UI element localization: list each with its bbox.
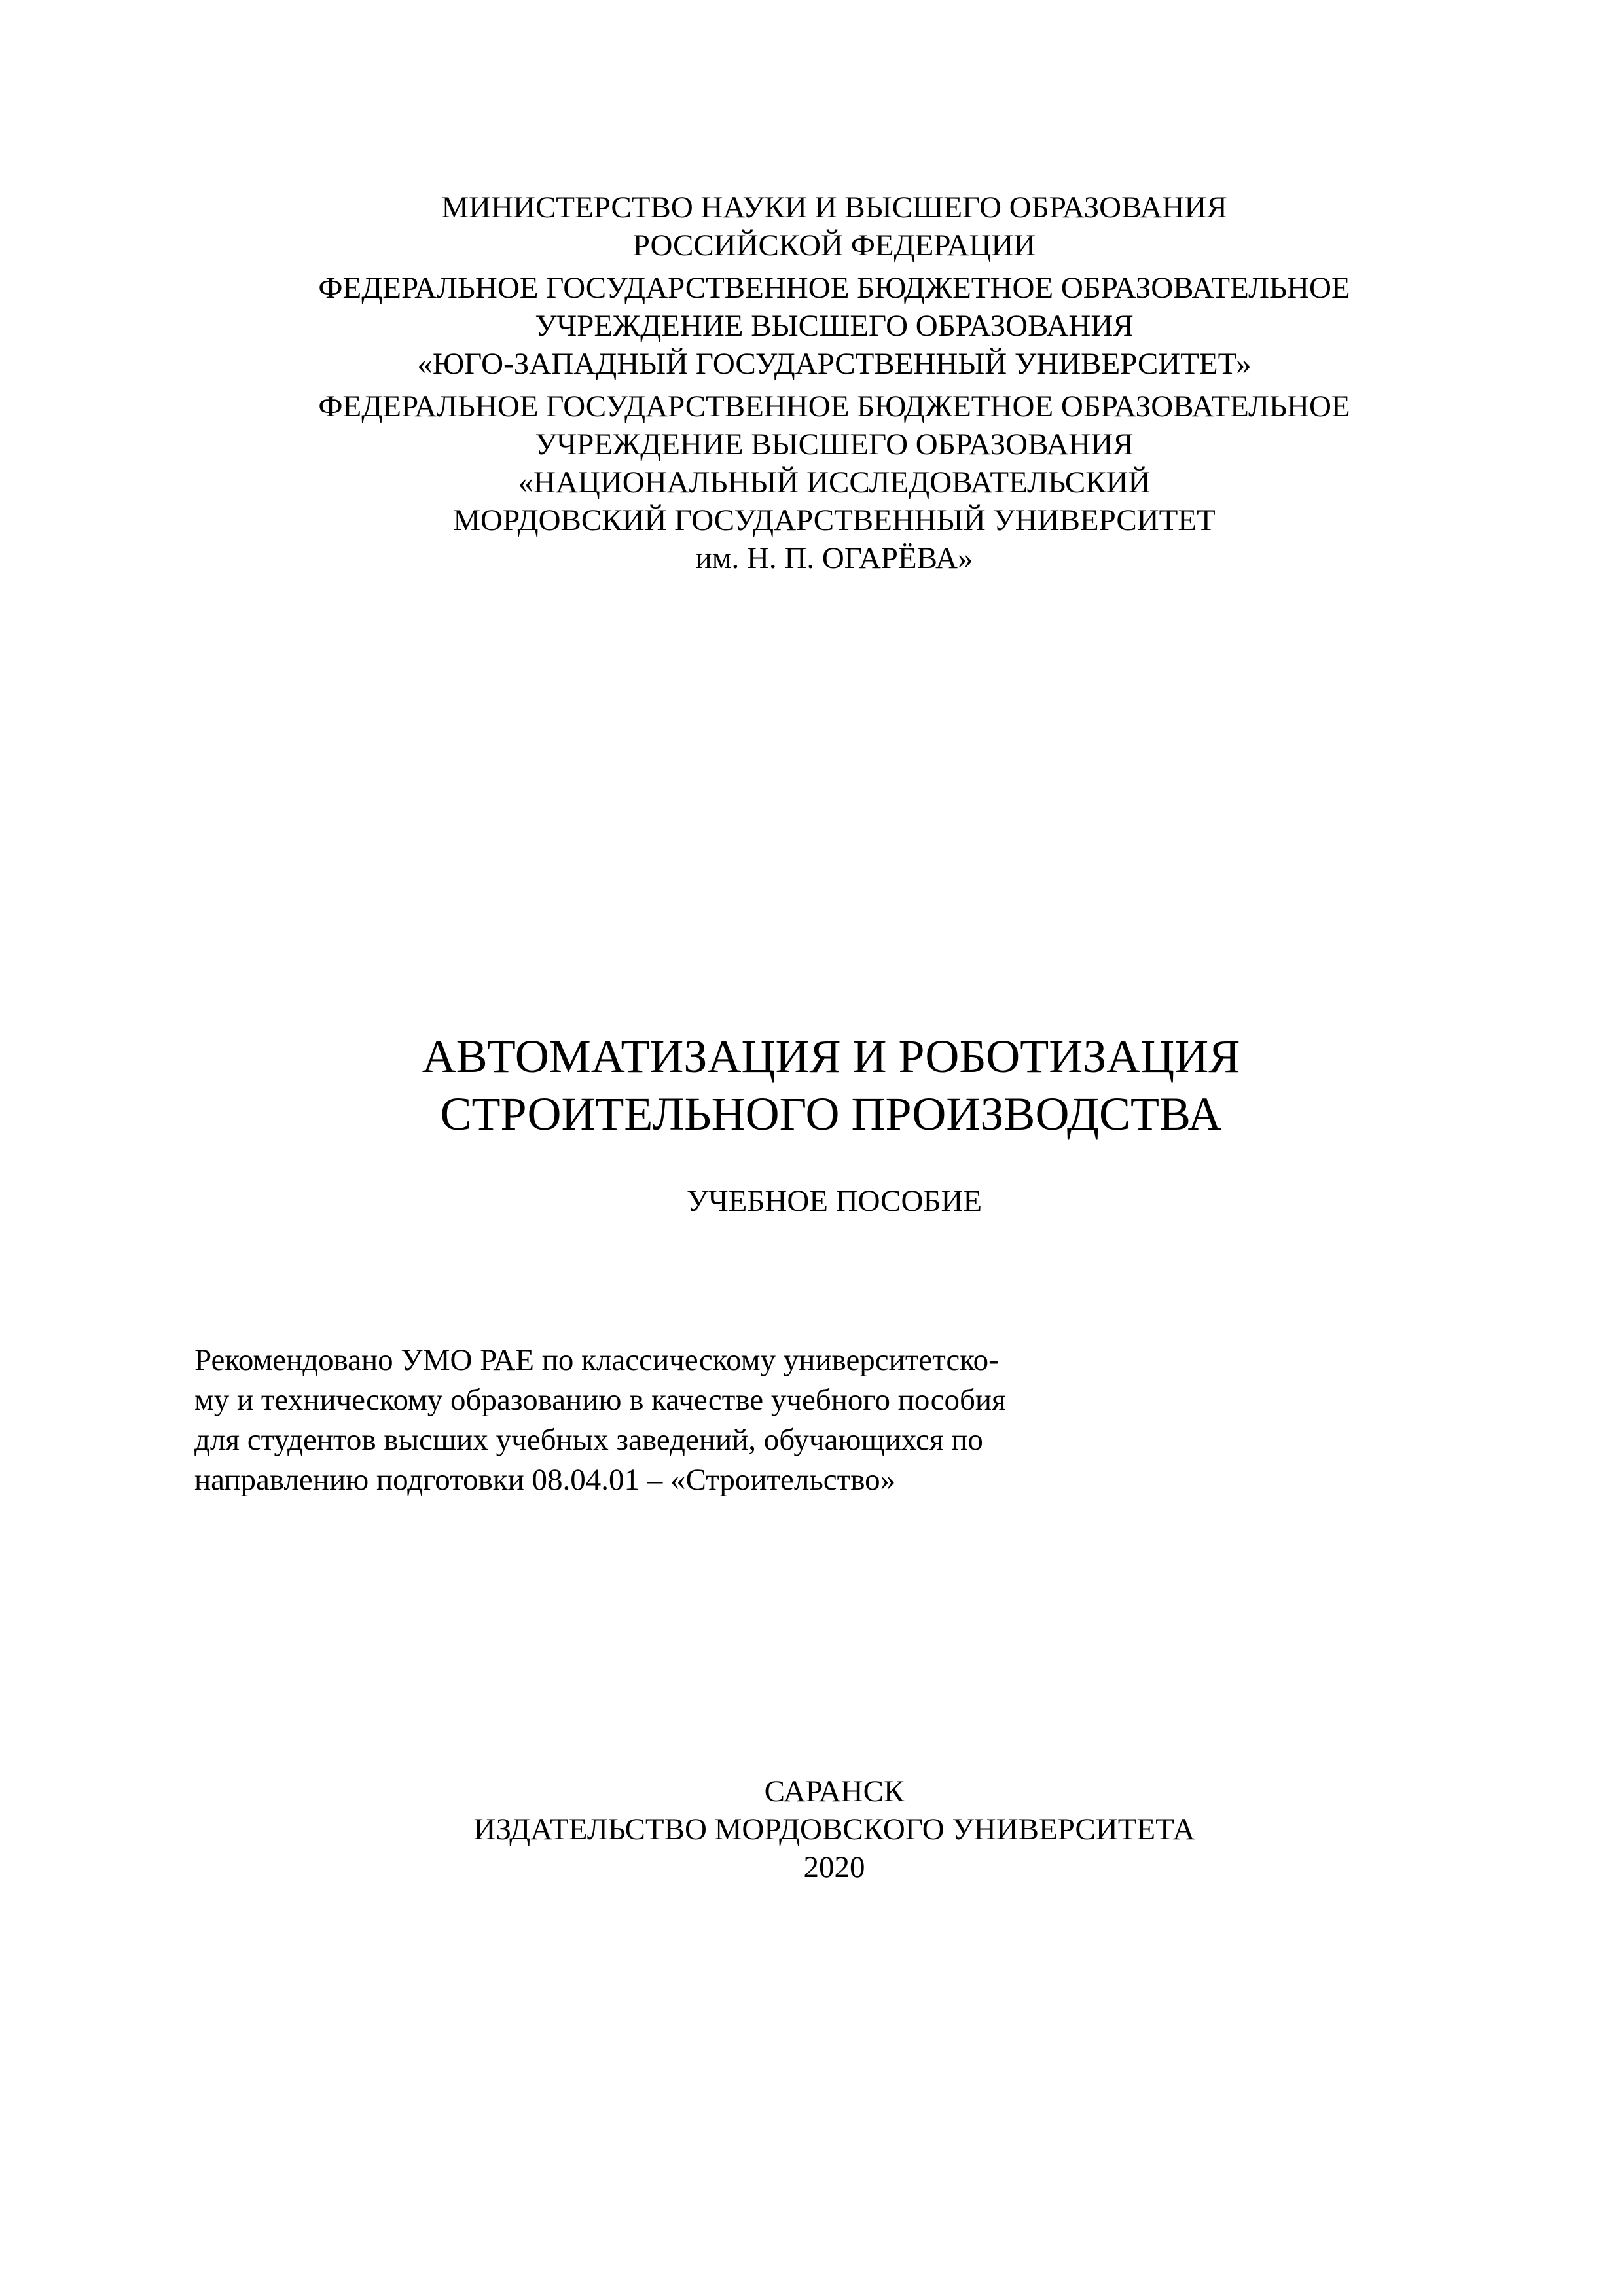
swsu-line-2: УЧРЕЖДЕНИЕ ВЫСШЕГО ОБРАЗОВАНИЯ [535,309,1134,343]
book-title-line-2: СТРОИТЕЛЬНОГО ПРОИЗВОДСТВА [440,1088,1222,1140]
book-title-line-1: АВТОМАТИЗАЦИЯ И РОБОТИЗАЦИЯ [422,1030,1240,1083]
institution-header [0,188,1624,577]
recommendation-line-4: направлению подготовки 08.04.01 – «Строительство» [194,1463,896,1497]
recommendation-paragraph [194,1340,1111,1500]
book-title [0,1028,1624,1143]
imprint-publisher: ИЗДАТЕЛЬСТВО МОРДОВСКОГО УНИВЕРСИТЕТА [473,1812,1195,1846]
mrsu-line-1: ФЕДЕРАЛЬНОЕ ГОСУДАРСТВЕННОЕ БЮДЖЕТНОЕ ОБРАЗОВАТЕЛЬНОЕ [318,389,1350,423]
imprint-year: 2020 [803,1850,865,1884]
swsu-line-1: ФЕДЕРАЛЬНОЕ ГОСУДАРСТВЕННОЕ БЮДЖЕТНОЕ ОБРАЗОВАТЕЛЬНОЕ [318,271,1350,305]
book-subtitle [0,1182,1624,1220]
mrsu-name-1: «НАЦИОНАЛЬНЫЙ ИССЛЕДОВАТЕЛЬСКИЙ [518,465,1151,499]
recommendation-line-1: Рекомендовано УМО РАЕ по классическому университетско- [194,1343,999,1377]
imprint-city: САРАНСК [764,1774,905,1808]
book-type: УЧЕБНОЕ ПОСОБИЕ [686,1184,983,1218]
recommendation-line-2: му и техническому образованию в качестве учебного пособия [194,1383,1006,1417]
swsu-name: «ЮГО-ЗАПАДНЫЙ ГОСУДАРСТВЕННЫЙ УНИВЕРСИТЕТ» [417,347,1252,381]
mrsu-line-2: УЧРЕЖДЕНИЕ ВЫСШЕГО ОБРАЗОВАНИЯ [535,427,1134,461]
ministry-line-2: РОССИЙСКОЙ ФЕДЕРАЦИИ [632,228,1036,262]
mrsu-name-3: им. Н. П. ОГАРЁВА» [695,541,973,575]
recommendation-line-3: для студентов высших учебных заведений, обучающихся по [194,1423,983,1457]
mrsu-name-2: МОРДОВСКИЙ ГОСУДАРСТВЕННЫЙ УНИВЕРСИТЕТ [453,503,1216,537]
imprint [0,1772,1624,1886]
ministry-line-1: МИНИСТЕРСТВО НАУКИ И ВЫСШЕГО ОБРАЗОВАНИЯ [441,190,1227,224]
